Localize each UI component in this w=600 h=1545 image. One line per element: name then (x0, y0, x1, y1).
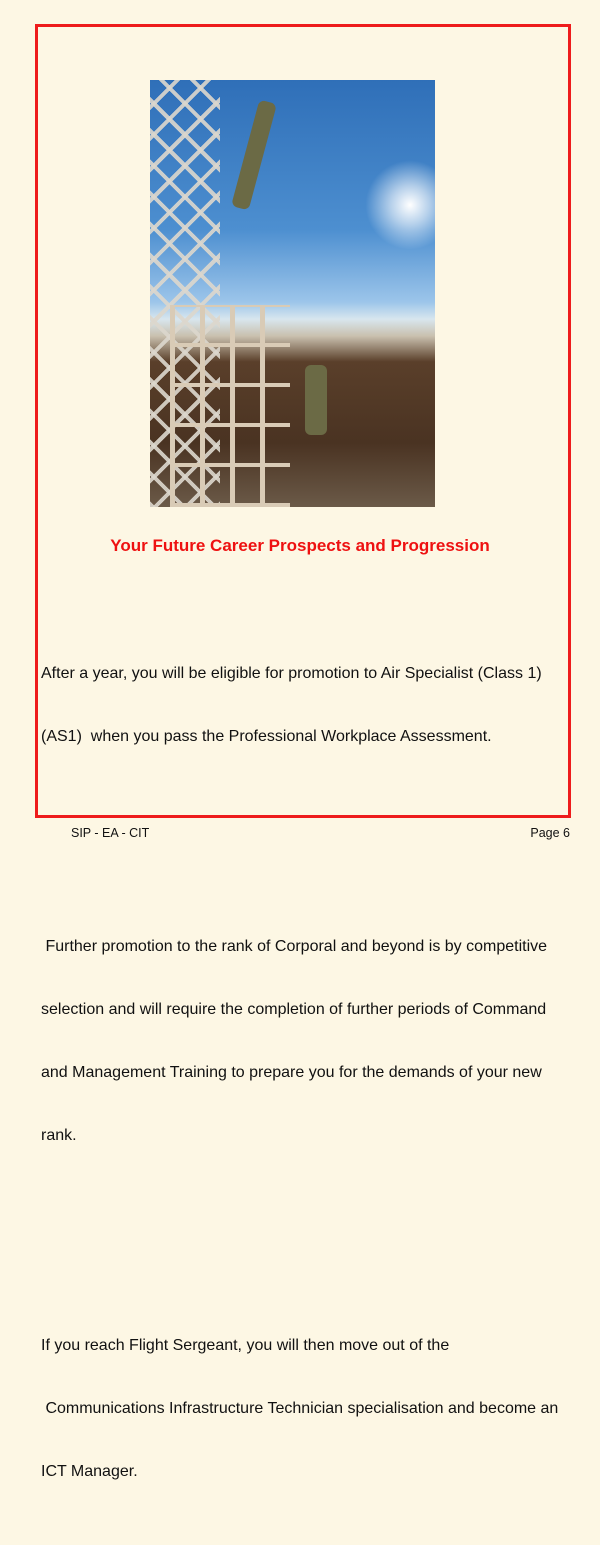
text-line: Further promotion to the rank of Corporal and beyond is by competitive (41, 938, 548, 955)
text-line: and Management Training to prepare you for the demands of your new (41, 1064, 542, 1081)
text-line: Communications Infrastructure Technician specialisation and become an (41, 1400, 559, 1417)
text-line: After a year, you will be eligible for promotion to Air Specialist (Class 1) (41, 665, 542, 682)
sun-glare (365, 160, 435, 250)
footer-page-number: Page 6 (530, 826, 570, 840)
photo-technicians-climbing-mast (150, 80, 435, 507)
climber-bottom (305, 365, 327, 435)
text-line: ICT Manager. (41, 1463, 138, 1480)
text-line: rank. (41, 1127, 77, 1144)
paragraph (41, 1293, 558, 1524)
climber-top (231, 100, 277, 211)
paragraph (41, 621, 558, 789)
footer-document-code: SIP - EA - CIT (71, 826, 150, 840)
body-text (41, 579, 558, 1545)
scaffold-platform (170, 305, 290, 507)
paragraph (41, 894, 558, 1188)
text-line: (AS1) when you pass the Professional Workplace Assessment. (41, 728, 492, 745)
text-line: selection and will require the completion of further periods of Command (41, 1001, 547, 1018)
text-line: If you reach Flight Sergeant, you will then move out of the (41, 1337, 450, 1354)
section-heading: Your Future Career Prospects and Progression (110, 536, 490, 555)
